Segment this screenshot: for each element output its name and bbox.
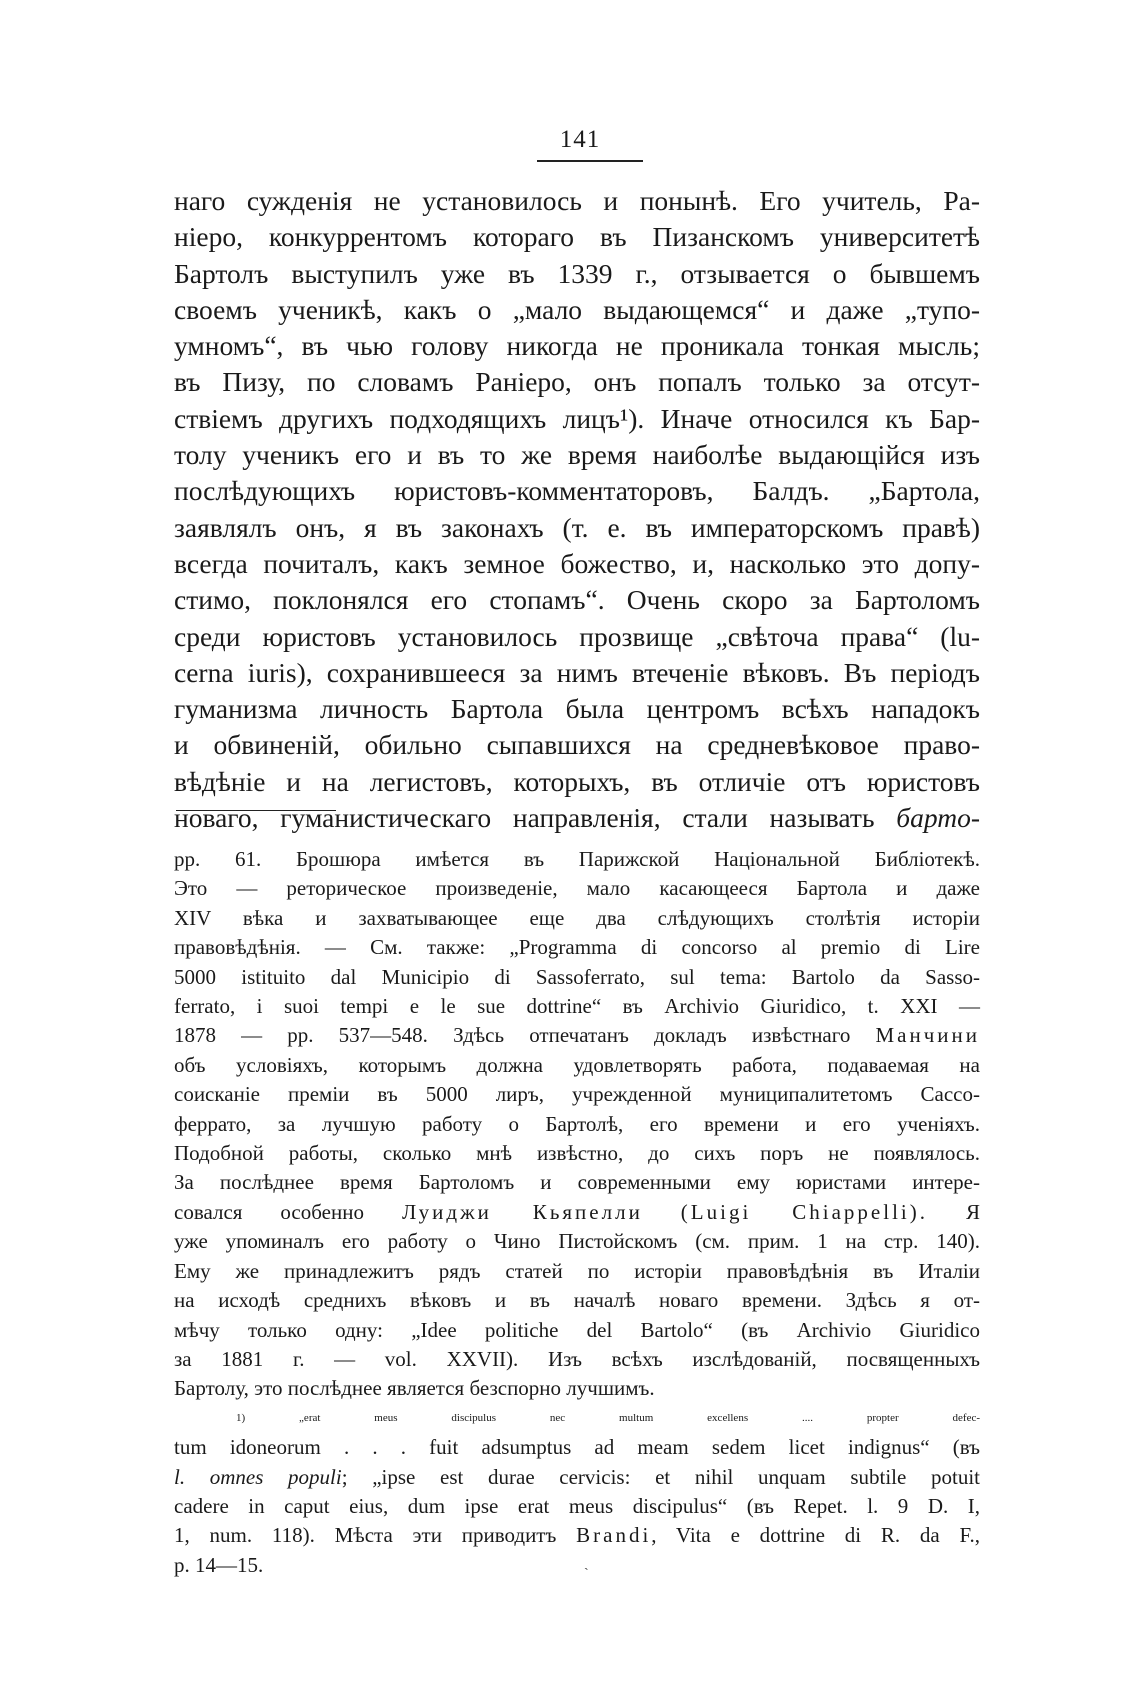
body-line-text: новаго, гуманистическаго направленія, стали называть (174, 802, 875, 834)
footnote-line: Бартолу, это послѣднее является безспорно лучшимъ. (174, 1376, 655, 1401)
footnote-line: уже упоминалъ его работу о Чино Пистойскомъ (см. прим. 1 на стр. 140). (174, 1229, 980, 1254)
footnote-text: „ipse est durae cervicis: et nihil unquam subtile potuit (372, 1464, 980, 1489)
body-line: послѣдующихъ юристовъ-комментаторовъ, Балдъ. „Бартола, (174, 475, 980, 507)
body-line: въ Пизу, по словамъ Раніеро, онъ попалъ только за отсут- (174, 366, 980, 398)
body-line: вѣдѣніе и на легистовъ, которыхъ, въ отличіе отъ юристовъ (174, 765, 980, 797)
body-line: Бартолъ выступилъ уже въ 1339 г., отзывается о бывшемъ (174, 257, 980, 289)
body-line: своемъ ученикѣ, какъ о „мало выдающемся“ и даже „тупо- (174, 293, 980, 325)
body-line: ствіемъ другихъ подходящихъ лицъ¹). Иначе относился къ Бар- (174, 402, 980, 434)
footnote-line (174, 1021, 980, 1050)
footnote-line: объ условіяхъ, которымъ должна удовлетворять работа, подаваемая на (174, 1052, 980, 1077)
footnote-separator (176, 810, 336, 811)
footnote-line: на исходѣ среднихъ вѣковъ и въ началѣ новаго времени. Здѣсь я от- (174, 1288, 980, 1313)
spaced-name: Луиджи Кьяпелли (401, 1199, 643, 1224)
page-number: 141 (559, 126, 601, 153)
footnote-line: соисканіе преміи въ 5000 лиръ, учрежденной муниципалитетомъ Сассо- (174, 1082, 980, 1107)
footnote-line: мѣчу только одну: „Idee politiche del Bartolo“ (въ Archivio Giuridico (174, 1317, 980, 1342)
body-line: и обвиненій, обильно сыпавшихся на средневѣковое право- (174, 729, 980, 761)
footnote-line: правовѣдѣнія. — См. также: „Programma di concorso al premio di Lire (174, 935, 980, 960)
footnote-text: совался особенно (174, 1199, 364, 1224)
note1-line: p. 14—15. (174, 1552, 264, 1577)
body-line: среди юристовъ установилось прозвище „свѣточа права“ (lu- (174, 620, 980, 652)
page-number-underline (537, 160, 643, 162)
note1-line: 1) „erat meus discipulus nec multum excellens .... propter defec- (236, 1411, 980, 1424)
spaced-name-latin: (Luigi Chiappelli). (680, 1199, 928, 1224)
italic-word: барто- (896, 802, 980, 834)
footnote-line: 5000 istituito dal Municipio di Sassoferrato, sul tema: Bartolo da Sasso- (174, 964, 980, 989)
body-line: заявлялъ онъ, я въ законахъ (т. е. въ императорскомъ правѣ) (174, 511, 980, 543)
footnote-line (174, 1198, 980, 1227)
footnotes (174, 845, 980, 1580)
body-line: стимо, поклонялся его стопамъ“. Очень скоро за Бартоломъ (174, 584, 980, 616)
note1-line: cadere in caput eius, dum ipse erat meus discipulus“ (въ Repet. l. 9 D. I, (174, 1493, 980, 1518)
footnote-line: феррато, за лучшую работу о Бартолѣ, его времени и его ученіяхъ. (174, 1111, 980, 1136)
note1-line: tum idoneorum . . . fuit adsumptus ad meam sedem licet indignus“ (въ (174, 1435, 980, 1460)
body-line: всегда почиталъ, какъ земное божество, и, насколько это допу- (174, 547, 980, 579)
footnote-line: за 1881 г. — vol. XXVII). Изъ всѣхъ изслѣдованій, посвященныхъ (174, 1346, 980, 1371)
body-line: гуманизма личность Бартола была центромъ всѣхъ нападокъ (174, 693, 980, 725)
note1-line (174, 1463, 980, 1492)
print-speck: ˎ (584, 1556, 589, 1571)
body-line: ніеро, конкуррентомъ котораго въ Пизанскомъ университетѣ (174, 221, 980, 253)
footnote-text: 1, num. 118). Мѣста эти приводитъ (174, 1523, 557, 1548)
body-line: толу ученикъ его и въ то же время наиболѣе выдающійся изъ (174, 439, 980, 471)
footnote-text: 1878 — pp. 537—548. Здѣсь отпечатанъ докладъ извѣстнаго (174, 1023, 851, 1048)
footnote-text: , Vita e dottrine di R. da F., (651, 1523, 981, 1548)
spaced-name: Манчини (875, 1023, 981, 1048)
footnote-text: ; (341, 1464, 348, 1489)
footnote-line: Ему же принадлежитъ рядъ статей по исторіи правовѣдѣнія въ Италіи (174, 1258, 980, 1283)
body-line-last (174, 800, 980, 836)
body-line: наго сужденія не установилось и понынѣ. Его учитель, Ра- (174, 185, 980, 216)
footnote-line: Подобной работы, сколько мнѣ извѣстно, до сихъ поръ не появлялось. (174, 1141, 980, 1166)
main-body-text (174, 183, 980, 836)
footnote-line: XIV вѣка и захватывающее еще два слѣдующихъ столѣтія исторіи (174, 905, 980, 930)
footnote-line: Это — реторическое произведеніе, мало касающееся Бартола и даже (174, 876, 980, 901)
spaced-name: Brandi (576, 1523, 652, 1548)
footnote-line: ferrato, i suoi tempi e le sue dottrine“ въ Archivio Giuridico, t. XXI — (174, 994, 980, 1019)
footnote-line: За послѣднее время Бартоломъ и современными ему юристами интере- (174, 1170, 980, 1195)
body-line: умномъ“, въ чью голову никогда не проникала тонкая мысль; (174, 330, 980, 362)
note1-line (174, 1521, 980, 1550)
footnote-line: pp. 61. Брошюра имѣется въ Парижской Національной Библіотекѣ. (174, 847, 980, 871)
italic-reference: l. omnes populi (174, 1464, 342, 1489)
body-line: cerna iuris), сохранившееся за нимъ втеченіе вѣковъ. Въ періодъ (174, 656, 980, 688)
footnote-text: Я (965, 1199, 980, 1224)
